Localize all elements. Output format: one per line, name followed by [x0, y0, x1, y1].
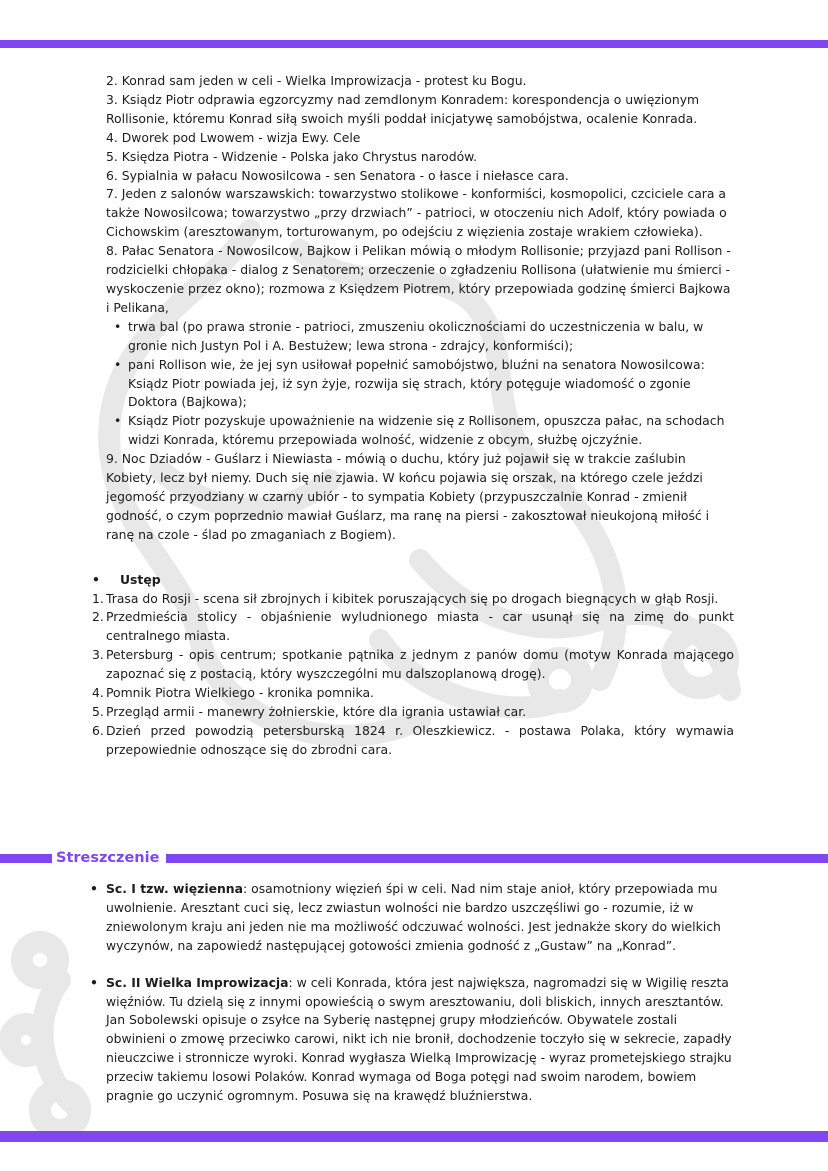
- summary-item-title: Sc. II Wielka Improwizacja: [106, 974, 289, 990]
- list-item: [92, 590, 734, 609]
- list-number: 5.: [92, 704, 104, 719]
- list-item: [92, 608, 734, 646]
- act-item: 6. Sypialnia w pałacu Nowosilcowa - sen Senatora - o łasce i niełasce cara.: [106, 167, 569, 183]
- ustep-list: [92, 590, 734, 760]
- list-text: Trasa do Rosji - scena sił zbrojnych i kibitek poruszających się po drogach biegnących w głąb Rosji.: [106, 590, 719, 606]
- summary-list: [106, 880, 736, 1106]
- list-item: [92, 684, 734, 703]
- list-text: Petersburg - opis centrum; spotkanie pątnika z jednym z panów domu (motyw Konrada mającego zapoznać się z postacią, który wyszczególni mu dalszoplanową drogę).: [106, 647, 734, 682]
- summary-item-text: : osamotniony więzień śpi w celi. Nad nim staje anioł, który przepowiada mu uwolnienie. Aresztant cuci się, lecz zwiastun wolności nie bardzo uszczęśliwi go - rozumie, iż w zniewolonym kraju ani jeden nie ma możliwość odczuwać wolności. Jest jednakże skory do wielkich wyczynów, na zapowiedź następującej gotowości zmienia godność z „Gustaw” na „Konrad”.: [106, 881, 721, 953]
- act-summary-list: [92, 72, 734, 760]
- list-item: [92, 703, 734, 722]
- act-item: 7. Jeden z salonów warszawskich: towarzystwo stolikowe - konformiści, kosmopolici, czciciele cara a także Nowosilcowa; towarzystwo „przy drzwiach” - patrioci, w otoczeniu nich Adolf, który powiada o Cichowskim (aresztowanym, torturowanym, po odejściu z więzienia zostaje wrakiem człowieka).: [106, 186, 727, 240]
- act-item: 3. Ksiądz Piotr odprawia egzorcyzmy nad zemdlonym Konradem: korespondencja o uwięzionym Rollisonie, któremu Konrad siłą swoich myśli poddał inicjatywę samobójstwa, ocalenie Konrada.: [106, 91, 700, 126]
- list-number: 1.: [92, 590, 104, 606]
- list-number: 6.: [92, 722, 104, 738]
- summary-item-text: : w celi Konrada, która jest największa, nagromadzi się w Wigilię reszta więźniów. Tu dzielą się z innymi opowieścią o swym aresztowaniu, doli bliskich, innych aresztantów. Jan Sobolewski opisuje o zsyłce na Syberię następnej grupy młodzieńców. Obywatele zostali obwinieni o zmowę przeciwko carowi, nikt ich nie bronił, dochodzenie toczyło się w sekrecie, zapadły nieuczciwe i stronnicze wyroki. Konrad wygłasza Wielką Improwizację - wyraz prometejskiego strajku przeciw takiemu losowi Polaków. Konrad wymaga od Boga potęgi nad swoim narodem, bowiem pragnie go uczynić ogromnym. Posuwa się na krawędź bluźnierstwa.: [106, 974, 732, 1104]
- list-text: Pomnik Piotra Wielkiego - kronika pomnika.: [106, 685, 374, 701]
- list-item: • trwa bal (po prawa stronie - patrioci, zmuszeniu okolicznościami do uczestniczenia w balu, w gronie nich Justyn Pol i A. Bestużew; lewa strona - zdrajcy, konformiści);: [128, 318, 734, 356]
- section-bar-right: [166, 854, 828, 863]
- summary-item-title: Sc. I tzw. więzienna: [106, 881, 243, 896]
- section-title: Streszczenie: [56, 850, 160, 866]
- list-number: 3.: [92, 647, 104, 663]
- list-item: [92, 722, 734, 760]
- summary-item: [106, 974, 736, 1106]
- summary-item: [106, 880, 736, 956]
- list-text: Dzień przed powodzią petersburską 1824 r. Oleszkiewicz. - postawa Polaka, który wymawia przepowiednie odnoszące się do zbrodni cara.: [106, 722, 734, 757]
- list-item: [92, 646, 734, 684]
- section-bar-left: [0, 854, 52, 863]
- act-item: 5. Księdza Piotra - Widzenie - Polska jako Chrystus narodów.: [106, 148, 478, 164]
- act-item: 4. Dworek pod Lwowem - wizja Ewy. Cele: [106, 129, 361, 145]
- act-item: 2. Konrad sam jeden w celi - Wielka Improwizacja - protest ku Bogu.: [106, 73, 527, 88]
- list-item: • pani Rollison wie, że jej syn usiłował popełnić samobójstwo, bluźni na senatora Nowosilcowa: Ksiądz Piotr powiada jej, iż syn żyje, rozwija się strach, który potęguje wiadomość o zgonie Doktora (Bajkowa);: [128, 356, 734, 413]
- act8-bullet-list: [106, 318, 734, 450]
- bottom-accent-bar: [0, 1131, 828, 1142]
- list-item: • Ksiądz Piotr pozyskuje upoważnienie na widzenie się z Rollisonem, opuszcza pałac, na schodach widzi Konrada, któremu przepowiada wolność, widzenie z obcym, służbę ojczyźnie.: [128, 412, 734, 450]
- act-item: 9. Noc Dziadów - Guślarz i Niewiasta - mówią o duchu, który już pojawił się w trakcie zaślubin Kobiety, lecz był niemy. Duch się nie zjawia. W końcu pojawia się orszak, na którego czele jeździ jegomość przyodziany w czarny ubiór - to sympatia Kobiety (przypuszczalnie Konrad - zmienił godność, o czym poprzednio mawiał Guślarz, ma ranę na piersi - zakosztował nieukojoną miłość i ranę na czole - ślad po zmaganiach z Bogiem).: [106, 451, 710, 542]
- ustep-heading: • Ustęp: [106, 571, 734, 590]
- section-header-streszczenie: [0, 851, 828, 865]
- list-text: Przedmieścia stolicy - objaśnienie wyludnionego miasta - car usunął się na zimę do punkt centralnego miasta.: [106, 609, 734, 644]
- top-accent-bar: [0, 40, 828, 48]
- list-text: Przegląd armii - manewry żołnierskie, które dla igrania ustawiał car.: [106, 704, 527, 719]
- ustep-heading-list: [106, 571, 734, 590]
- list-number: 4.: [92, 685, 104, 701]
- act-item: 8. Pałac Senatora - Nowosilcow, Bajkow i Pelikan mówią o młodym Rollisonie; przyjazd pani Rollison - rodzicielki chłopaka - dialog z Senatorem; orzeczenie o zgładzeniu Rollisona (ułatwienie mu śmierci - wyskoczenie przez okno); rozmowa z Księdzem Piotrem, który przepowiada godzinę śmierci Bajkowa i Pelikana,: [106, 243, 731, 315]
- list-number: 2.: [92, 609, 104, 625]
